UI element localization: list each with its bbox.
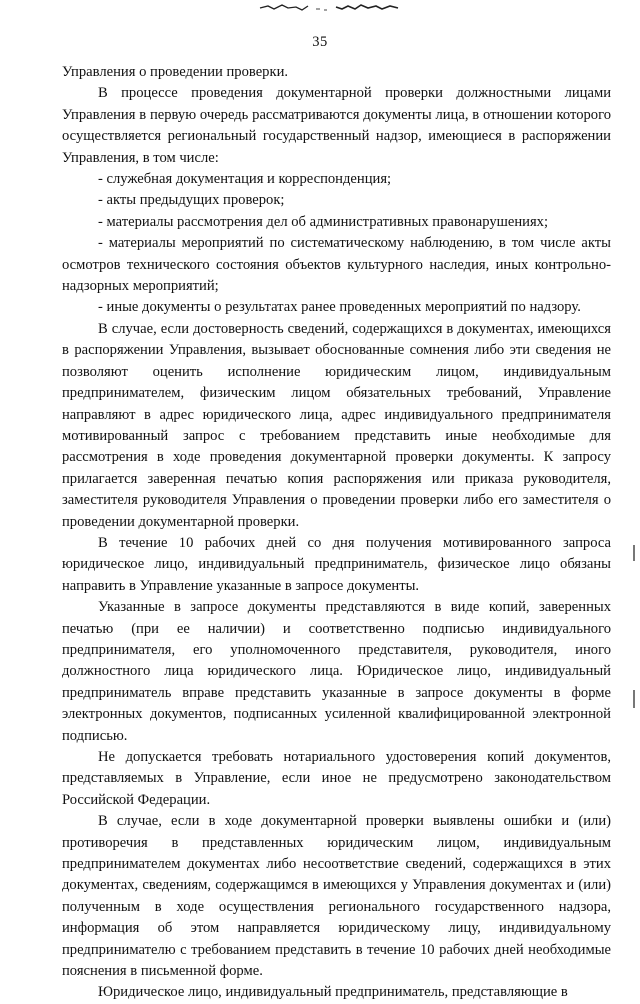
document-body (62, 62, 611, 1004)
page-number: 35 (312, 34, 328, 50)
paragraph: В процессе проведения документарной проверки должностными лицами Управления в первую очередь рассматриваются документы лица, в отношении которого осуществляется региональный государственный надзор, имеющиеся в распоряжении Управления, в том числе: (62, 85, 611, 166)
list-item: - материалы мероприятий по систематическому наблюдению, в том числе акты осмотров технического состояния объектов культурного наследия, иных контрольно-надзорных мероприятий; (62, 235, 611, 295)
list-item: - иные документы о результатах ранее проведенных мероприятий по надзору. (98, 299, 581, 316)
paragraph: Не допускается требовать нотариального удостоверения копий документов, представляемых в Управление, если иное не предусмотрено законодательством Российской Федерации. (62, 749, 611, 808)
list-item: - акты предыдущих проверок; (98, 192, 285, 209)
paragraph: В случае, если достоверность сведений, содержащихся в документах, имеющихся в распоряжении Управления, вызывает обоснованные сомнения либо эти сведения не позволяют оценить исполнение юридическим лицом, индивидуальным предпринимателем, физическим лицом обязательных требований, Управление направляют в адрес юридического лица, адрес индивидуального предпринимателя мотивированный запрос с требованием представить иные необходимые для рассмотрения в ходе проведения документарной проверки документы. К запросу прилагается заверенная печатью копия распоряжения или приказа руководителя, заместителя руководителя Управления о проведении проверки либо его заместителя о проведении документарной проверки. (62, 320, 611, 530)
list-item: - материалы рассмотрения дел об административных правонарушениях; (98, 213, 549, 230)
scan-edge-mark (633, 545, 635, 561)
paragraph: Юридическое лицо, индивидуальный предприниматель, представляющие в (98, 984, 568, 1001)
scan-edge-mark (633, 690, 635, 708)
paragraph: Управления о проведении проверки. (62, 64, 289, 80)
paragraph: В случае, если в ходе документарной проверки выявлены ошибки и (или) противоречия в представленных юридическим лицом, индивидуальным предпринимателем документах либо несоответствие сведений, содержащихся в этих документах, сведениям, содержащимся в имеющихся у Управления документах и (или) полученным в ходе осуществления регионального государственного надзора, информация об этом направляется юридическому лицу, индивидуальному предпринимателю с требованием представить в течение 10 рабочих дней необходимые пояснения в письменной форме. (62, 813, 611, 980)
paragraph: Указанные в запросе документы представляются в виде копий, заверенных печатью (при ее наличии) и соответственно подписью индивидуального предпринимателя, его уполномоченного представителя, руководителя, иного должностного лица юридического лица. Юридическое лицо, индивидуальный предприниматель вправе представить указанные в запросе документы в форме электронных документов, подписанных усиленной квалифицированной электронной подписью. (62, 599, 611, 744)
list-item: - служебная документация и корреспонденция; (98, 171, 392, 188)
paragraph: В течение 10 рабочих дней со дня получения мотивированного запроса юридическое лицо, индивидуальный предприниматель, физическое лицо обязаны направить в Управление указанные в запросе документы. (62, 534, 611, 594)
scan-artifact-mark (258, 2, 408, 14)
